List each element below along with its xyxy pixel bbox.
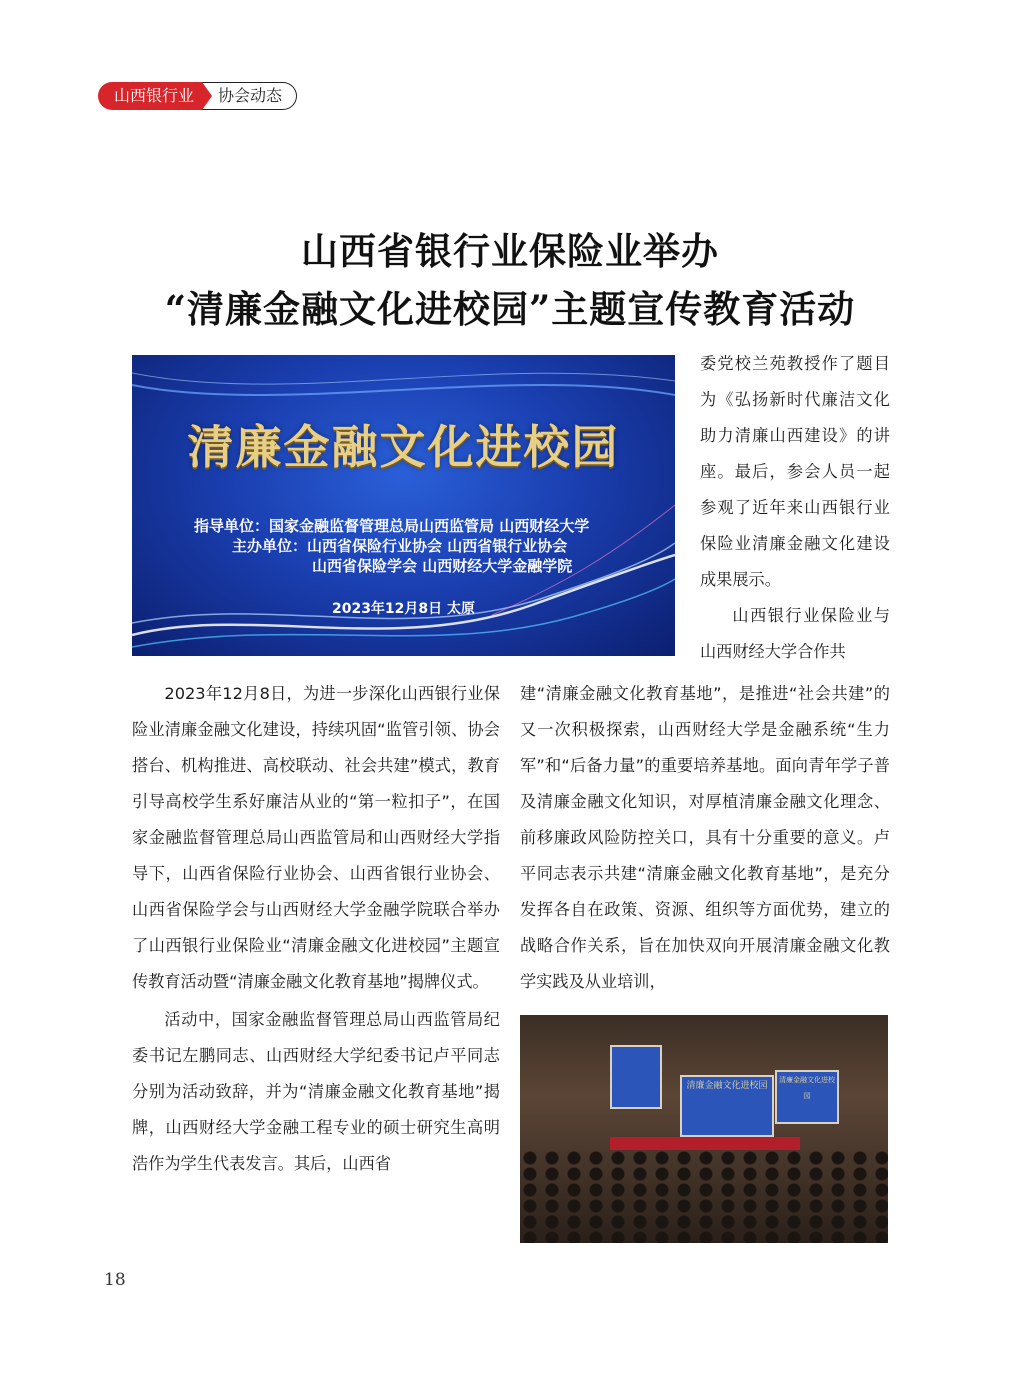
right-column — [520, 676, 890, 1000]
section-tag — [98, 82, 297, 110]
article-title-line2: “清廉金融文化进校园”主题宣传教育活动 — [164, 287, 856, 331]
right-top-paragraph-1: 委党校兰苑教授作了题目为《弘扬新时代廉洁文化 助力清廉山西建设》的讲座。最后，参会人员一起参观了近年来山西银行业保险业清廉金融文化建设成果展示。 — [700, 354, 890, 589]
event-banner-image — [132, 355, 675, 656]
article-title-line1: 山西省银行业保险业举办 — [301, 229, 719, 273]
left-column — [132, 676, 500, 1182]
banner-title: 清廉金融文化进校园 — [187, 420, 620, 474]
section-tag-primary: 山西银行业 — [98, 82, 202, 110]
photo-screen-left — [610, 1045, 662, 1109]
banner-host-units: 主办单位：山西省保险行业协会 山西省银行业协会 — [232, 537, 568, 555]
banner-date: 2023年12月8日 太原 — [331, 601, 476, 617]
event-photo — [520, 1015, 888, 1243]
left-paragraph-2: 活动中，国家金融监督管理总局山西监管局纪委书记左鹏同志、山西财经大学纪委书记卢平同志分别为活动致辞，并为“清廉金融文化教育基地”揭牌，山西财经大学金融工程专业的硕士研究生高明浩作为学生代表发言。其后，山西省 — [132, 1010, 500, 1173]
banner-host-units-cont: 山西省保险学会 山西财经大学金融学院 — [312, 557, 573, 575]
right-top-paragraph-2: 山西银行业保险业与山西财经大学合作共 — [700, 606, 890, 661]
section-tag-secondary: 协会动态 — [202, 82, 297, 110]
right-top-column — [700, 346, 890, 670]
photo-stage — [610, 1137, 800, 1151]
banner-guide-units: 指导单位：国家金融监督管理总局山西监管局 山西财经大学 — [194, 517, 590, 535]
article-title — [60, 222, 960, 338]
photo-audience — [520, 1150, 888, 1243]
photo-screen-center: 清廉金融文化进校园 — [680, 1075, 774, 1137]
right-paragraph-1: 建“清廉金融文化教育基地”，是推进“社会共建”的又一次积极探索，山西财经大学是金融系统“生力军”和“后备力量”的重要培养基地。面向青年学子普及清廉金融文化知识，对厚植清廉金融文化理念、前移廉政风险防控关口，具有十分重要的意义。卢平同志表示共建“清廉金融文化教育基地”，是充分发挥各自在政策、资源、组织等方面优势，建立的战略合作关系，旨在加快双向开展清廉金融文化教学实践及从业培训， — [520, 684, 890, 991]
page-number: 18 — [104, 1270, 126, 1290]
left-paragraph-1: 2023年12月8日，为进一步深化山西银行业保险业清廉金融文化建设，持续巩固“监管引领、协会搭台、机构推进、高校联动、社会共建”模式，教育引导高校学生系好廉洁从业的“第一粒扣子”，在国家金融监督管理总局山西监管局和山西财经大学指导下，山西省保险行业协会、山西省银行业协会、山西省保险学会与山西财经大学金融学院联合举办了山西银行业保险业“清廉金融文化进校园”主题宣传教育活动暨“清廉金融文化教育基地”揭牌仪式。 — [132, 684, 500, 991]
photo-screen-right: 清廉金融文化进校园 — [775, 1070, 839, 1124]
